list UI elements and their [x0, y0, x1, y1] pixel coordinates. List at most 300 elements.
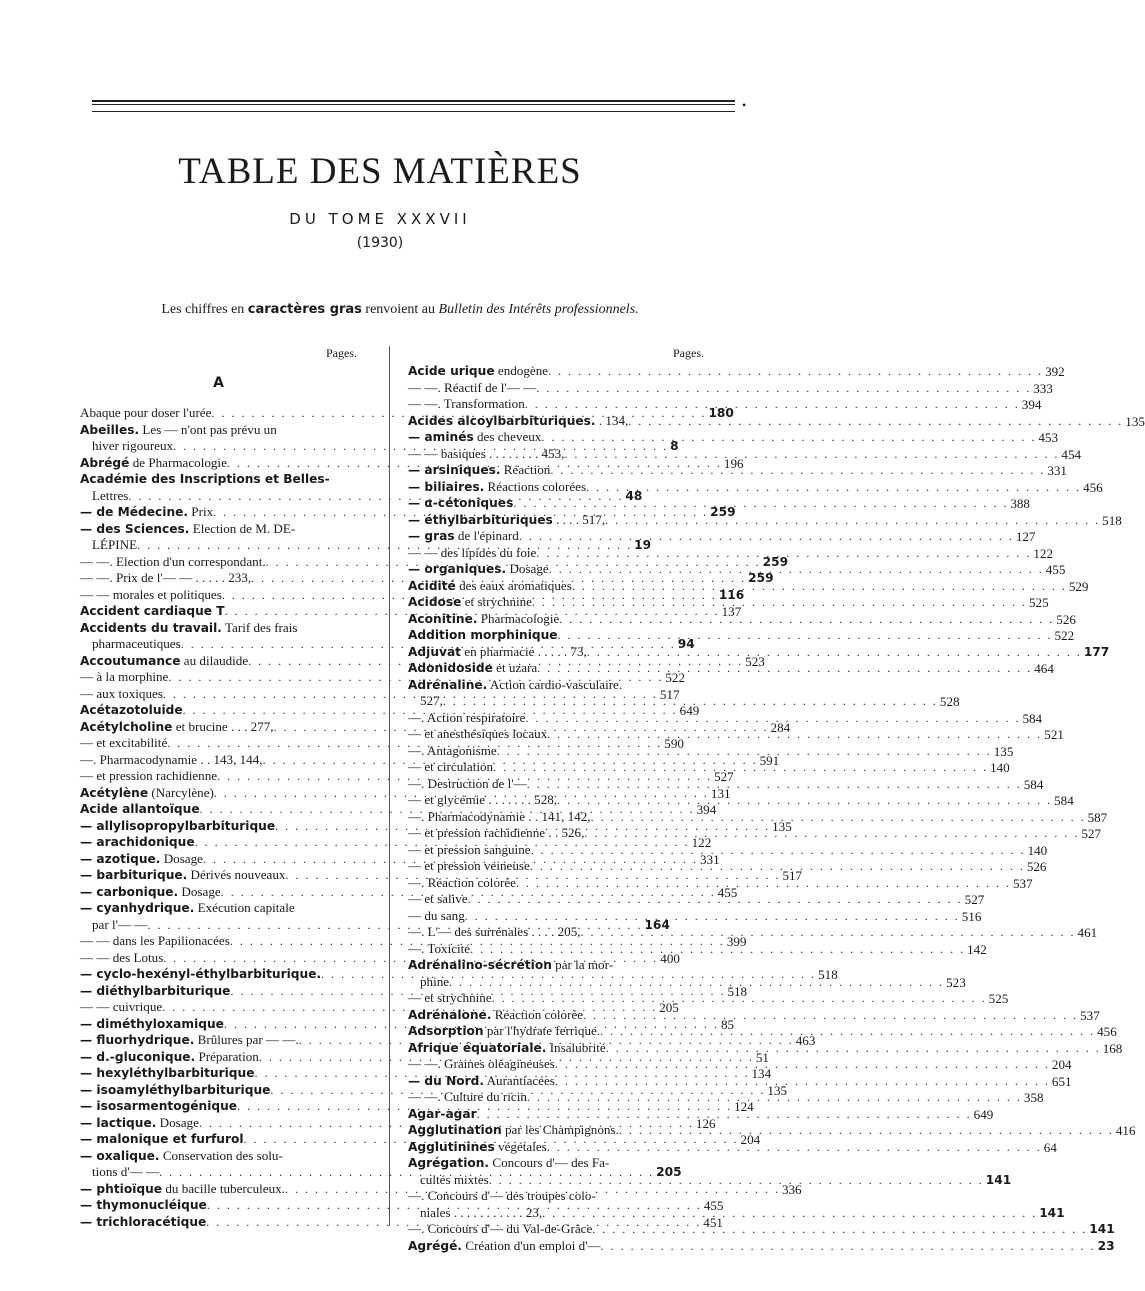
page-number: 196	[723, 455, 744, 471]
entry-text	[80, 1164, 159, 1181]
entry-description: — —. Prix de l'— — . . . . . 233,	[80, 570, 252, 585]
entry-text	[408, 1221, 592, 1238]
entry-description: Prix	[188, 504, 214, 519]
dot-leader	[555, 1057, 1050, 1073]
entry-description: Concours d'— des Fa-	[489, 1155, 610, 1170]
entry-text	[408, 528, 519, 545]
page-number: 127	[1015, 529, 1036, 544]
entry-description: — — des lipides du foie	[408, 544, 537, 560]
entry-text	[80, 405, 211, 422]
entry-keyword: — hexyléthylbarbiturique	[80, 1066, 255, 1080]
entry-text	[80, 818, 275, 835]
dot-leader	[516, 876, 1011, 892]
entry-keyword: Acétylcholine	[80, 719, 173, 734]
page-number: 85	[720, 1016, 735, 1032]
entry-description: . . . . 517,	[552, 511, 606, 527]
entry-keyword: — isosarmentogénique	[80, 1099, 238, 1113]
page-number: 525	[1029, 595, 1049, 610]
page-number: 527	[1081, 826, 1101, 841]
entry-text	[408, 627, 558, 644]
entry-text	[408, 1205, 542, 1222]
page-number: 51	[755, 1049, 769, 1065]
entry-description: Brûlures par — —.	[194, 1032, 299, 1047]
entry-keyword: Aconitine.	[408, 611, 478, 626]
entry-text	[80, 900, 295, 917]
entry-description: et uzara	[492, 660, 538, 675]
note-bold: caractères gras	[247, 302, 362, 317]
entry-text	[408, 908, 465, 925]
page-number: 122	[1033, 545, 1054, 561]
index-entry	[408, 363, 1065, 380]
page-number: 205	[656, 1165, 682, 1179]
dot-leader	[605, 513, 1100, 529]
entry-text	[408, 594, 532, 611]
entry-description: — — dans les Papilionacées	[80, 933, 230, 948]
dot-leader	[583, 1008, 1078, 1024]
entry-description: —. L'— des surrénales . . . . 205,	[408, 924, 581, 939]
entry-text	[408, 1155, 609, 1172]
dot-leader	[493, 760, 988, 776]
entry-text	[80, 471, 330, 488]
index-entry	[408, 379, 1053, 397]
entry-text	[80, 702, 183, 719]
page-number: 456	[1097, 1024, 1117, 1039]
page-number: 527	[964, 892, 985, 907]
page-number: 205	[659, 1000, 679, 1015]
index-entry	[408, 478, 1103, 496]
entry-text	[408, 1188, 596, 1205]
note-italic: Bulletin des Intérêts professionnels.	[438, 302, 639, 317]
entry-description: — —. Election d'un correspondant.	[80, 553, 266, 569]
entry-text	[408, 957, 613, 974]
entry-text	[80, 653, 248, 670]
entry-keyword: Agglutinines	[408, 1139, 495, 1154]
entry-text	[80, 603, 225, 620]
dot-leader	[531, 843, 1026, 859]
entry-text	[408, 1106, 477, 1123]
dot-leader	[592, 1222, 1087, 1238]
entry-description: Dosage	[178, 883, 221, 899]
entry-description: — et pression rachidienne . . 526,	[408, 825, 585, 840]
entry-keyword: — arachidonique	[80, 835, 195, 849]
entry-text	[80, 735, 167, 752]
entry-description: — —. Graines oléagineuses	[408, 1056, 555, 1071]
entry-description: —. Toxicité	[408, 940, 471, 956]
dot-leader	[557, 793, 1052, 809]
entry-text	[408, 495, 513, 512]
entry-description: — et strychnine	[408, 990, 492, 1005]
page-number: 649	[973, 1106, 994, 1122]
entry-keyword: Afrique équatoriale.	[408, 1040, 547, 1055]
dot-leader	[584, 826, 1079, 842]
entry-text	[80, 422, 277, 439]
entry-text	[408, 974, 449, 991]
entry-keyword: Agar-agar	[408, 1106, 477, 1121]
entry-description: au dilaudide	[180, 652, 249, 668]
page-number: 126	[695, 1115, 716, 1131]
entry-keyword: — biliaires.	[408, 479, 485, 494]
entry-keyword: — aminés	[408, 430, 474, 444]
section-letter: A	[213, 375, 224, 391]
entry-description: Réaction	[500, 462, 551, 477]
entry-keyword: — organiques.	[408, 562, 507, 576]
entry-description: — — des Lotus	[80, 949, 164, 965]
entry-description: Abaque pour doser l'urée	[80, 405, 212, 420]
page-number: 331	[1047, 463, 1067, 478]
entry-keyword: Acide allantoïque	[80, 802, 200, 816]
dot-leader	[527, 777, 1022, 793]
index-entry	[408, 693, 960, 710]
entry-description: par la mor-	[551, 957, 614, 972]
page-number: 521	[1044, 727, 1064, 742]
dot-leader	[547, 1140, 1042, 1156]
dot-leader	[628, 414, 1123, 430]
entry-keyword: — éthylbarbituriques	[408, 512, 553, 527]
note-prefix: Les chiffres en	[161, 302, 245, 317]
entry-keyword: Acétazotoluide	[80, 703, 183, 717]
entry-description: Les — n'ont pas prévu un	[139, 421, 277, 437]
entry-keyword: Adrénalino-sécrétion	[408, 958, 552, 972]
entry-text	[408, 479, 586, 496]
page-number: 333	[1033, 380, 1053, 396]
dot-leader	[542, 1206, 1037, 1222]
page-number: 516	[961, 908, 982, 924]
entry-keyword: — des Sciences.	[80, 521, 190, 536]
page-number: 124	[734, 1099, 754, 1114]
dot-leader	[525, 711, 1020, 727]
volume-subtitle: DU TOME XXXVII	[289, 210, 471, 228]
page-number: 451	[703, 1214, 723, 1230]
page-number: 135	[767, 1082, 788, 1098]
page-number: 140	[990, 760, 1010, 775]
index-entry	[80, 471, 357, 488]
entry-description: — et excitabilité	[80, 735, 168, 750]
entry-description: endogène	[494, 363, 549, 378]
entry-description: — aux toxiques	[80, 685, 163, 701]
page-number: 284	[770, 719, 791, 735]
index-entry	[408, 1237, 1115, 1255]
dot-leader	[537, 661, 1032, 677]
entry-text	[80, 504, 213, 521]
page-number: 164	[644, 917, 670, 932]
entry-keyword: — lactique.	[80, 1115, 157, 1130]
entry-text	[80, 917, 147, 934]
entry-description: — —. Réactif de l'— —	[408, 379, 537, 395]
page-number: 584	[1054, 793, 1074, 808]
entry-text	[408, 842, 531, 859]
page-title: TABLE DES MATIÈRES	[178, 151, 582, 192]
page-number: 394	[696, 802, 717, 817]
dot-leader	[581, 925, 1076, 941]
dot-leader	[536, 546, 1031, 562]
entry-text	[80, 1197, 207, 1214]
entry-description: Exécution capitale	[194, 900, 295, 915]
page-number: 8	[670, 439, 679, 453]
entry-description: —. Antagonisme	[408, 742, 497, 758]
top-rule-lower	[92, 111, 735, 112]
entry-description: Insalubrité	[546, 1039, 606, 1055]
entry-description: (Narcylène)	[148, 784, 214, 800]
entry-text	[408, 1238, 601, 1255]
page-number: 204	[1051, 1057, 1072, 1072]
entry-description: LÉPINE	[92, 537, 138, 552]
page-number: 526	[1026, 859, 1047, 874]
page-number: 455	[1045, 562, 1066, 577]
entry-description: —. Concours d'— des troupes colo-	[408, 1188, 596, 1203]
index-entry	[408, 429, 1058, 446]
entry-text	[80, 1131, 244, 1148]
entry-text	[80, 570, 251, 587]
entry-description: Conservation des solu-	[159, 1147, 283, 1163]
entry-description: —. Pharmacodynamie . . 141, 142,	[408, 808, 591, 824]
right-pages-label: Pages.	[673, 346, 704, 360]
page-number: 134	[751, 1066, 772, 1081]
page-number: 518	[818, 967, 838, 982]
index-entry	[80, 620, 357, 637]
entry-description: —. Destruction de l'—	[408, 775, 527, 791]
page-number: 394	[1021, 397, 1042, 412]
dot-leader	[492, 991, 987, 1007]
entry-text	[408, 644, 587, 661]
entry-keyword: Adsorption	[408, 1024, 484, 1038]
entry-keyword: Accidents du travail.	[80, 620, 222, 635]
index-entry	[80, 521, 357, 538]
index-entry	[408, 1188, 704, 1205]
page-number: 399	[726, 934, 747, 949]
entry-text	[408, 561, 549, 578]
dot-leader	[541, 430, 1036, 446]
entry-keyword: Abeilles.	[80, 422, 140, 437]
volume-year: (1930)	[356, 235, 404, 251]
entry-text	[408, 1172, 489, 1189]
entry-text	[80, 537, 137, 554]
entry-description: hiver rigoureux	[92, 438, 174, 453]
dot-leader	[572, 579, 1067, 595]
page-number: 518	[727, 983, 748, 999]
dot-leader	[532, 595, 1027, 611]
entry-description: Création d'un emploi d'—	[462, 1237, 601, 1253]
entry-description: Dosage	[160, 850, 203, 866]
dot-leader	[536, 381, 1031, 397]
page-number: 525	[988, 991, 1009, 1006]
entry-text	[408, 545, 536, 562]
page-number: 461	[1077, 925, 1098, 940]
entry-keyword: Agrégation.	[408, 1156, 490, 1170]
entry-text	[80, 554, 266, 571]
entry-text	[408, 875, 516, 892]
entry-text	[408, 924, 581, 941]
page-number: 137	[721, 604, 742, 619]
dot-leader	[548, 364, 1043, 380]
entry-description: — — morales et politiques	[80, 586, 222, 602]
entry-keyword: Accident cardiaque T	[80, 604, 225, 618]
entry-text	[408, 1089, 527, 1106]
entry-text	[80, 752, 263, 769]
page-number: 94	[677, 637, 695, 651]
entry-description: de Pharmacologie	[129, 454, 227, 470]
entry-description: Pharmacologie	[477, 610, 560, 626]
dot-leader	[513, 496, 1008, 512]
entry-description: Réactions colorées	[484, 478, 587, 494]
note-mid: renvoient au	[365, 302, 436, 317]
page-number: 23	[1097, 1238, 1115, 1253]
index-entry	[408, 924, 1098, 941]
entry-description: — et pression sanguine	[408, 841, 531, 857]
dot-leader	[564, 447, 1059, 463]
entry-text	[80, 719, 274, 736]
page-number: 168	[1102, 1040, 1123, 1056]
page-number: 141	[985, 1172, 1012, 1187]
entry-keyword: — cyclo-hexényl-éthylbarbiturique.	[80, 967, 322, 981]
entry-description: Action cardio-vasculaire.	[487, 676, 623, 692]
page-number: 64	[1043, 1139, 1057, 1155]
page-number: 141	[1039, 1205, 1065, 1220]
entry-text	[80, 438, 173, 455]
page-number: 142	[967, 941, 987, 957]
entry-keyword: — barbiturique.	[80, 868, 188, 882]
page-number: 336	[781, 1181, 802, 1197]
entry-keyword: — cyanhydrique.	[80, 901, 195, 915]
entry-text	[408, 380, 536, 397]
entry-description: des cheveux	[473, 429, 542, 444]
page-number: 135	[993, 743, 1014, 759]
entry-description: niales . . . . . . . . . . . 23,	[420, 1204, 543, 1220]
entry-description: par l'— —	[92, 916, 148, 932]
entry-description: tions d'— —	[92, 1164, 160, 1179]
entry-text	[80, 768, 217, 785]
entry-keyword: — fluorhydrique.	[80, 1033, 195, 1047]
entry-keyword: Acidose	[408, 595, 462, 609]
entry-description: —. Pharmacodynamie . . 143, 144,	[80, 751, 263, 767]
entry-keyword: — trichloracétique	[80, 1214, 207, 1229]
entry-keyword: — oxalique.	[80, 1148, 160, 1163]
entry-keyword: — phtioïque	[80, 1181, 163, 1196]
entry-keyword: — gras	[408, 529, 455, 543]
entry-text	[408, 1040, 606, 1057]
entry-description: Dosage	[506, 561, 549, 576]
entry-description: — et pression veineuse	[408, 858, 530, 873]
entry-description: —. Réaction colorée	[408, 874, 516, 890]
entry-text	[408, 578, 572, 595]
dot-leader	[525, 397, 1020, 413]
entry-text	[408, 743, 497, 760]
entry-text	[80, 1065, 254, 1082]
dot-leader	[519, 529, 1014, 545]
page-number: 522	[1054, 628, 1075, 643]
entry-description: et strychnine	[461, 594, 532, 609]
entry-description: —. Concours d'— du Val-de-Grâce	[408, 1221, 593, 1236]
entry-text	[80, 966, 321, 983]
entry-text	[80, 488, 128, 505]
page-number: 259	[748, 571, 774, 585]
entry-description: et brucine . . . 277,	[172, 718, 274, 734]
page-number: 587	[1087, 809, 1108, 825]
page-number: 584	[1022, 710, 1043, 726]
dot-leader	[449, 975, 944, 991]
entry-keyword: Acétylène	[80, 785, 149, 800]
page-number: 358	[1023, 1090, 1044, 1105]
dot-leader	[530, 859, 1025, 875]
entry-text	[80, 1115, 199, 1132]
index-entry	[408, 1155, 704, 1172]
dot-leader	[586, 480, 1081, 496]
dot-leader	[549, 562, 1044, 578]
entry-text	[80, 851, 203, 868]
entry-text	[408, 396, 525, 413]
entry-text	[408, 759, 493, 776]
entry-keyword: — thymonucléique	[80, 1198, 207, 1212]
entry-text	[408, 677, 622, 694]
page-number: 517	[659, 686, 680, 702]
page-number: 455	[717, 884, 738, 900]
dot-leader	[600, 1024, 1095, 1040]
entry-text	[408, 611, 559, 628]
entry-description: — et glycémie . . . . . . . 528,	[408, 792, 558, 807]
entry-text	[408, 1073, 555, 1090]
entry-description: Election de M. DE-	[189, 520, 296, 536]
entry-description: — et pression rachidienne	[80, 768, 218, 783]
entry-description: Dosage	[156, 1114, 199, 1130]
entry-description: . 134,	[595, 412, 629, 428]
page-number: 259	[710, 505, 736, 519]
entry-text	[80, 1032, 299, 1049]
page-number: 19	[634, 538, 652, 552]
dot-leader	[558, 628, 1053, 644]
page-number: 400	[660, 950, 680, 966]
page-number: 651	[1051, 1073, 1072, 1089]
entry-text	[408, 776, 527, 793]
page-number: 48	[625, 488, 643, 503]
page-number: 392	[1045, 364, 1065, 379]
page-number: 523	[946, 974, 966, 990]
entry-text	[408, 825, 584, 842]
dot-leader	[497, 744, 992, 760]
entry-text	[408, 413, 628, 430]
entry-keyword: Addition morphinique	[408, 628, 558, 642]
entry-description: —. Action respiratoire	[408, 709, 526, 725]
dot-leader	[555, 1074, 1050, 1090]
page-number: 116	[718, 587, 745, 602]
entry-description: — et anesthésiques locaux	[408, 726, 548, 741]
index-entry	[408, 528, 1036, 545]
entry-keyword: — α-cétoniques	[408, 496, 514, 510]
entry-text	[80, 1049, 259, 1066]
entry-text	[80, 620, 297, 637]
page-number: 180	[708, 406, 734, 420]
page-number: 464	[1034, 661, 1054, 676]
entry-keyword: Agrégé.	[408, 1238, 463, 1253]
dot-leader	[591, 810, 1086, 826]
entry-text	[80, 884, 221, 901]
entry-keyword: — malonique et furfurol	[80, 1132, 244, 1146]
entry-description: végétales	[494, 1138, 547, 1154]
index-entry	[80, 1148, 357, 1165]
entry-keyword: Accoutumance	[80, 653, 181, 668]
page-number: 454	[1061, 446, 1082, 462]
page-number: 331	[699, 851, 720, 867]
entry-description: des eaux aromatiques	[455, 577, 572, 593]
dot-leader	[470, 942, 965, 958]
entry-text	[80, 1148, 283, 1165]
index-entry	[408, 907, 982, 925]
index-entry	[80, 900, 357, 917]
entry-keyword: Adjuvat	[408, 644, 462, 659]
column-divider	[389, 346, 390, 1226]
entry-keyword: Acide urique	[408, 364, 495, 378]
entry-text	[408, 693, 443, 710]
page-number: 140	[1027, 842, 1048, 858]
entry-text	[80, 867, 285, 884]
